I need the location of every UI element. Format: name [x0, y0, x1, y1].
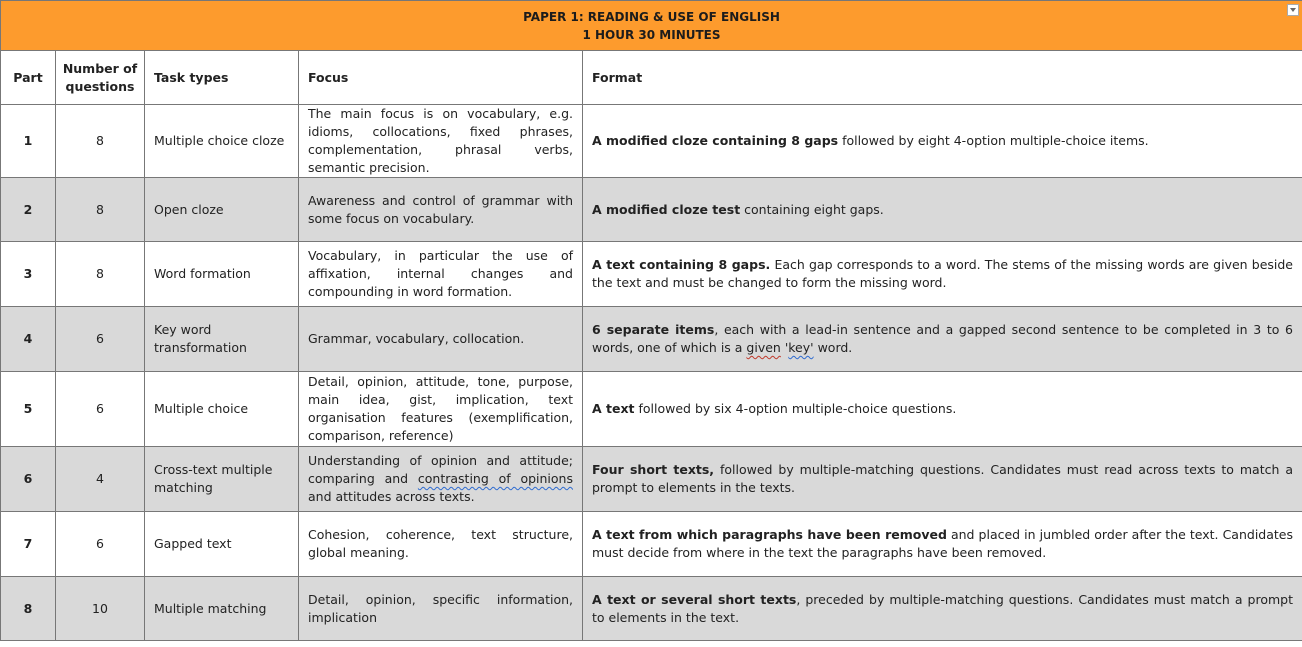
part-cell: 4: [1, 307, 56, 372]
title-cell: [1, 1, 1302, 51]
table-row: [1, 242, 1302, 307]
part-cell: 5: [1, 372, 56, 447]
format-text: followed by eight 4-option multiple-choice items.: [838, 133, 1149, 148]
format-bold: A text containing 8 gaps.: [592, 257, 771, 272]
table-row: [1, 105, 1302, 178]
task-type-cell: Multiple matching: [145, 577, 299, 641]
num-questions-cell: 10: [56, 577, 145, 641]
focus-cell: Cohesion, coherence, text structure, global meaning.: [299, 512, 583, 577]
chevron-down-icon[interactable]: [1287, 4, 1299, 16]
format-bold: A modified cloze test: [592, 201, 741, 217]
format-text: and placed in jumbled order after the text. Candidates must decide from where in the text the paragraphs have been removed.: [592, 527, 1293, 560]
format-bold: Four short texts,: [592, 462, 715, 477]
paper-duration: 1 HOUR 30 MINUTES: [582, 27, 721, 42]
num-questions-cell: 6: [56, 512, 145, 577]
format-text: containing eight gaps.: [740, 201, 884, 217]
format-cell: [583, 178, 1302, 242]
header-task-types: Task types: [145, 51, 299, 105]
part-cell: 7: [1, 512, 56, 577]
task-type-cell: Multiple choice: [145, 372, 299, 447]
grammar-underline: contrasting of opinions: [417, 471, 573, 486]
task-type-cell: Open cloze: [145, 178, 299, 242]
format-cell: [583, 577, 1302, 641]
title-row: [1, 1, 1302, 51]
format-cell: [583, 512, 1302, 577]
table-row: [1, 178, 1302, 242]
part-cell: 8: [1, 577, 56, 641]
format-cell: [583, 447, 1302, 512]
format-text: followed by multiple-matching questions. Candidates must read across texts to match a prompt to elements in the texts.: [592, 462, 1293, 495]
format-text: ': [780, 340, 789, 355]
focus-cell: The main focus is on vocabulary, e.g. idioms, collocations, fixed phrases, complementation, phrasal verbs, semantic precision.: [299, 105, 583, 178]
format-cell: [583, 372, 1302, 447]
header-part: Part: [1, 51, 56, 105]
format-cell: [583, 307, 1302, 372]
task-type-cell: Cross-text multiple matching: [145, 447, 299, 512]
header-format: Format: [583, 51, 1302, 105]
focus-cell: Vocabulary, in particular the use of affixation, internal changes and compounding in word formation.: [299, 242, 583, 307]
part-cell: 2: [1, 178, 56, 242]
num-questions-cell: 8: [56, 242, 145, 307]
focus-cell: Awareness and control of grammar with some focus on vocabulary.: [299, 178, 583, 242]
num-questions-cell: 8: [56, 105, 145, 178]
table-row: [1, 307, 1302, 372]
format-bold: A text from which paragraphs have been removed: [592, 527, 947, 542]
grammar-underline: key': [788, 340, 814, 355]
focus-cell: Grammar, vocabulary, collocation.: [299, 307, 583, 372]
focus-text: and attitudes across texts.: [308, 489, 475, 504]
focus-text: Understanding of opinion and attitude; comparing and: [308, 453, 573, 486]
format-text: word.: [813, 340, 853, 355]
table-row: [1, 372, 1302, 447]
focus-cell: Detail, opinion, specific information, implication: [299, 577, 583, 641]
table-row: [1, 447, 1302, 512]
num-questions-cell: 4: [56, 447, 145, 512]
format-text: Each gap corresponds to a word. The stems of the missing words are given beside the text and must be changed to form the missing word.: [592, 257, 1293, 290]
focus-cell: [299, 447, 583, 512]
format-bold: A text: [592, 401, 635, 416]
part-cell: 3: [1, 242, 56, 307]
format-cell: [583, 242, 1302, 307]
format-text: , preceded by multiple-matching questions. Candidates must match a prompt to elements in the text.: [592, 591, 1294, 625]
spellcheck-underline: given: [746, 340, 781, 355]
format-cell: [583, 105, 1302, 178]
focus-cell: Detail, opinion, attitude, tone, purpose, main idea, gist, implication, text organisation features (exemplification, comparison, reference): [299, 372, 583, 447]
format-text: followed by six 4-option multiple-choice questions.: [634, 401, 957, 416]
header-row: [1, 51, 1302, 105]
task-type-cell: Gapped text: [145, 512, 299, 577]
num-questions-cell: 8: [56, 178, 145, 242]
part-cell: 1: [1, 105, 56, 178]
task-type-cell: Word formation: [145, 242, 299, 307]
header-num-questions: Number of questions: [56, 51, 145, 105]
format-text: , each with a lead-in sentence and a gapped second sentence to be completed in 3 to 6 words, one of which is a: [592, 322, 1293, 355]
num-questions-cell: 6: [56, 372, 145, 447]
format-bold: 6 separate items: [592, 322, 715, 337]
table-row: [1, 512, 1302, 577]
part-cell: 6: [1, 447, 56, 512]
num-questions-cell: 6: [56, 307, 145, 372]
paper-title: PAPER 1: READING & USE OF ENGLISH: [523, 9, 780, 24]
table-row: [1, 577, 1302, 641]
header-focus: Focus: [299, 51, 583, 105]
format-bold: A modified cloze containing 8 gaps: [592, 133, 839, 148]
format-bold: A text or several short texts: [592, 591, 797, 607]
task-type-cell: Multiple choice cloze: [145, 105, 299, 178]
task-type-cell: Key word transformation: [145, 307, 299, 372]
